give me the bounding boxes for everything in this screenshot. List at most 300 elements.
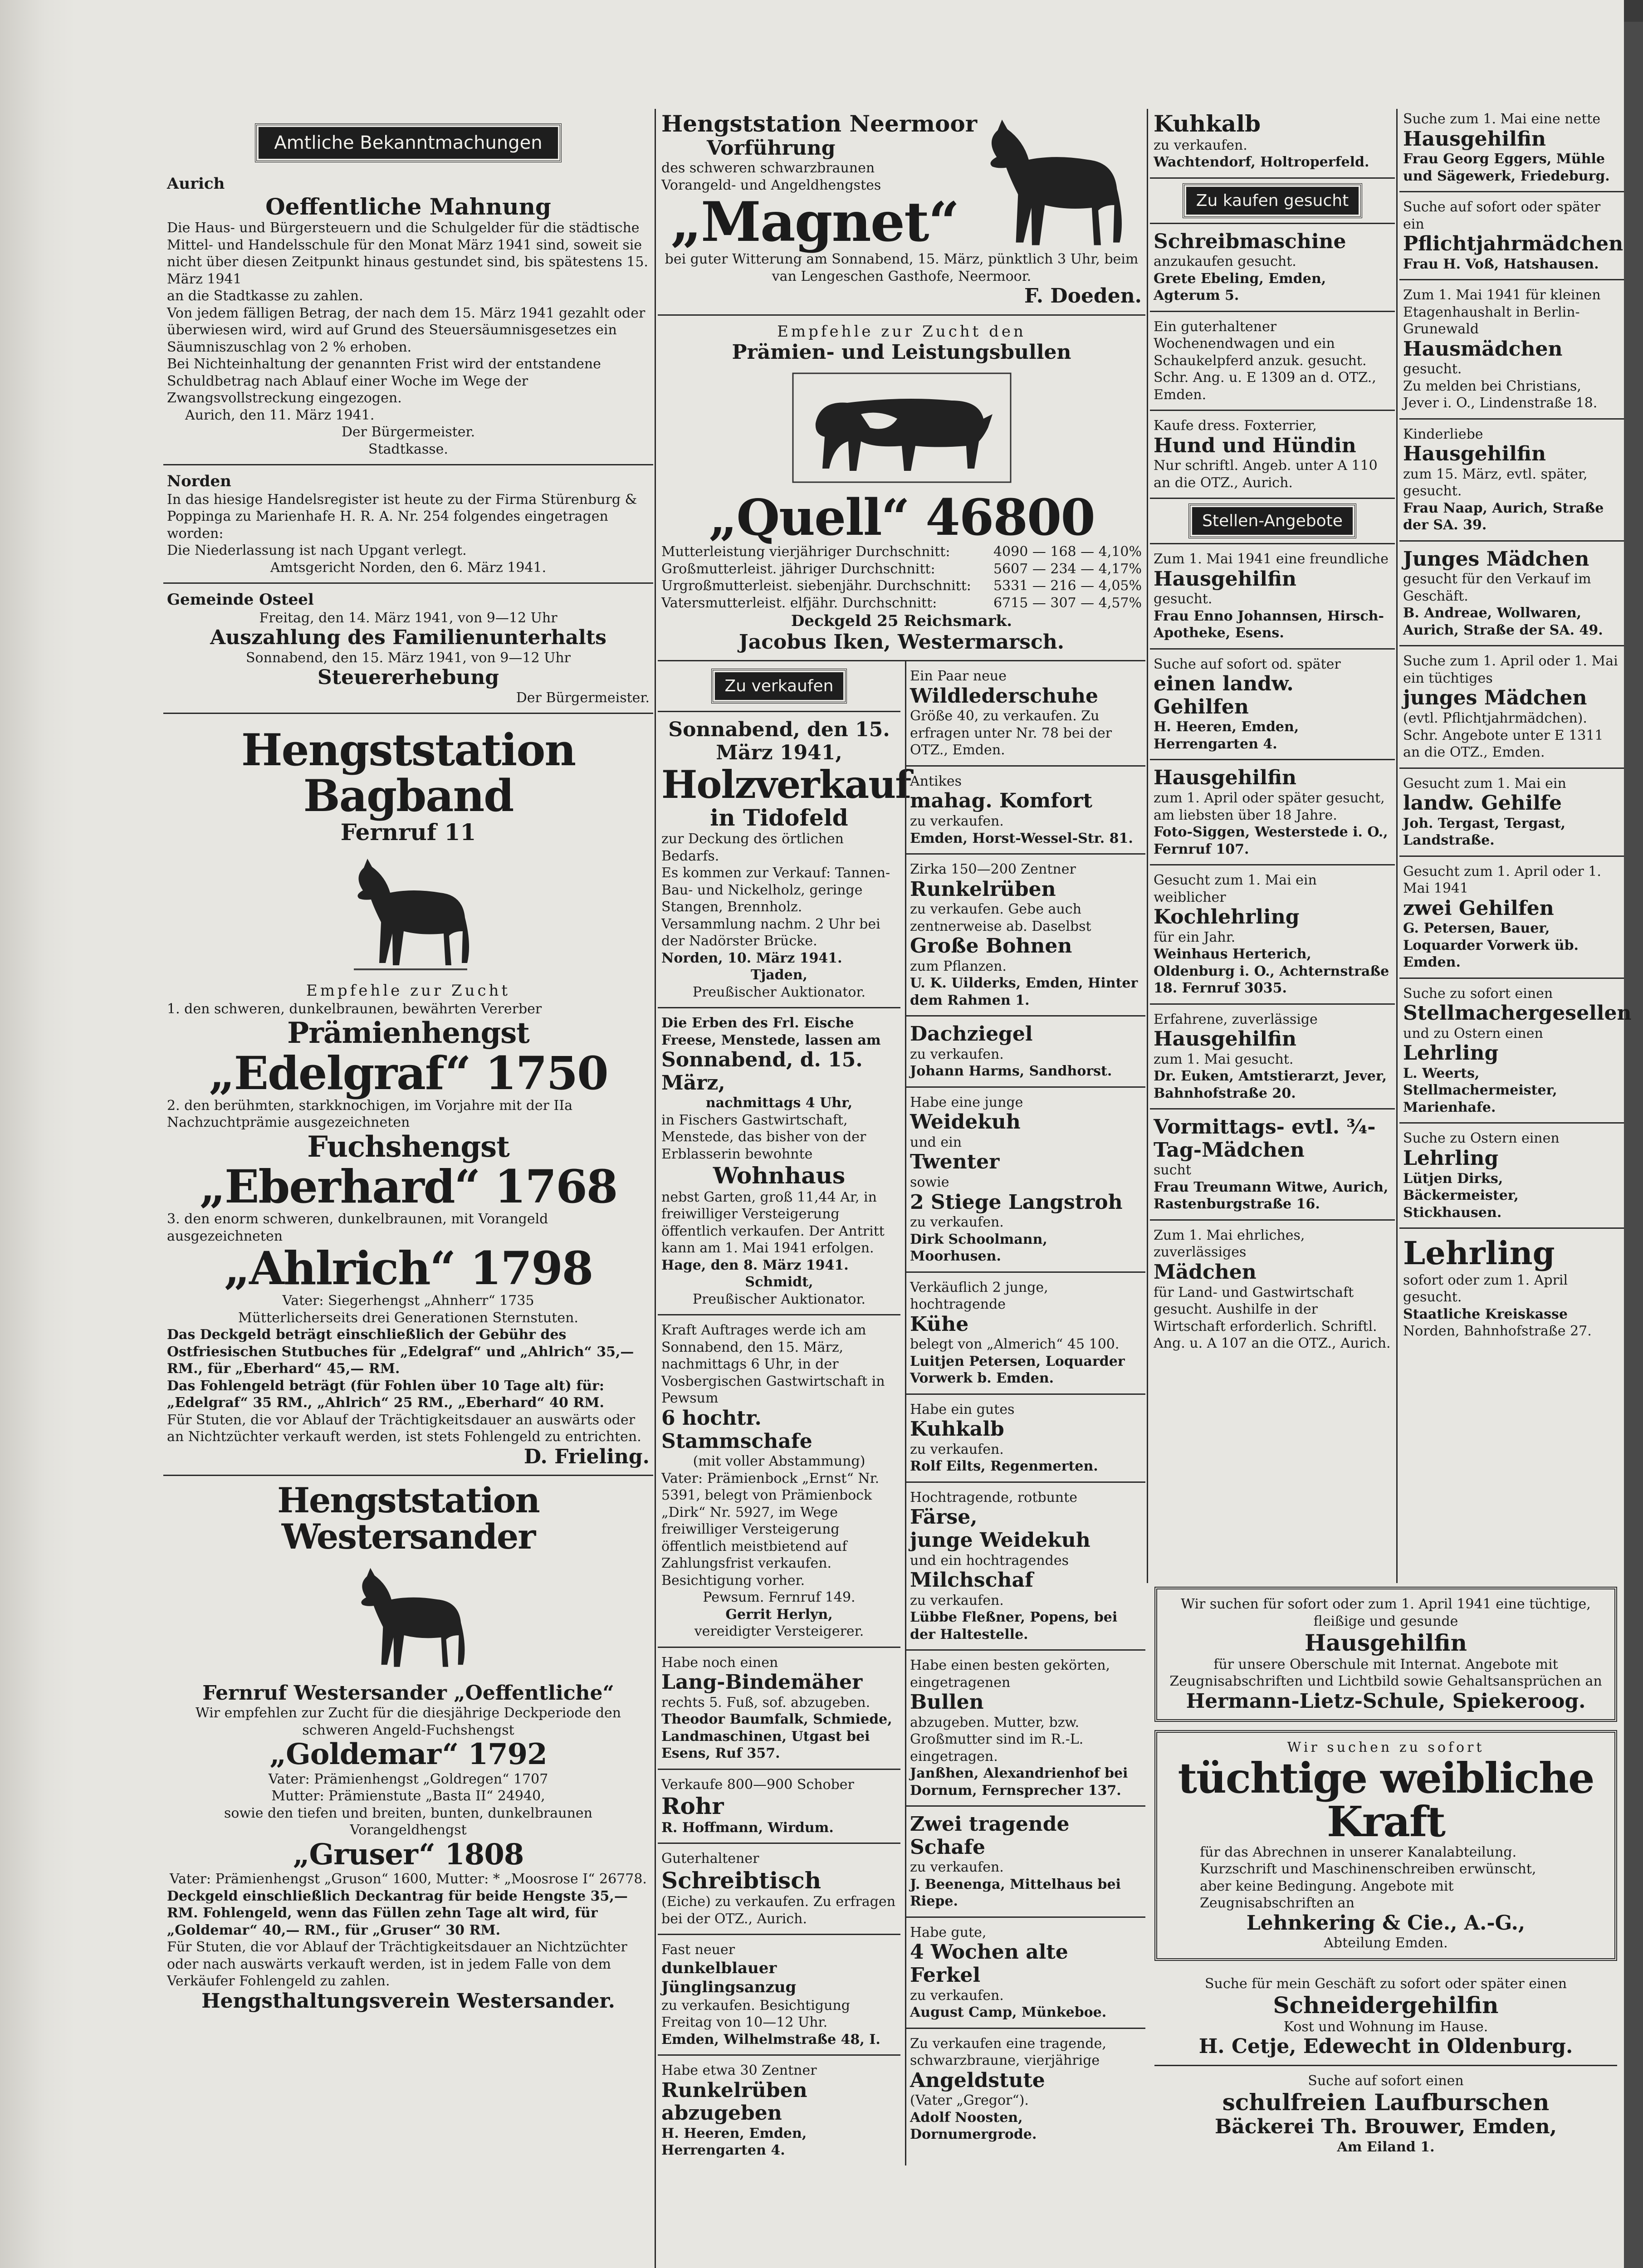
ad-body: belegt von „Almerich“ 45 100. (910, 1336, 1120, 1353)
ad-intro: Habe gute, (910, 1924, 987, 1941)
notice-aurich (163, 168, 653, 465)
ad-title: Hausmädchen (1403, 337, 1563, 361)
ad-fee: Deckgeld 25 Reichsmark. (791, 612, 1012, 631)
ad-body: sucht (1154, 1162, 1191, 1178)
ad-neermoor (658, 104, 1145, 316)
ad-intro: Suche zum 1. Mai eine nette (1403, 111, 1601, 127)
ad-zwei-gehilfen (1399, 857, 1624, 979)
ad-body: Nur schriftl. Angeb. unter A 110 an die OTZ., Aurich. (1154, 458, 1378, 491)
ad-signature: Norden, Bahnhofstraße 27. (1403, 1323, 1592, 1339)
ad-intro: Hochtragende, rotbunte (910, 1489, 1078, 1505)
ad-body: anzukaufen gesucht. (1154, 254, 1296, 270)
ad-body: für ein Jahr. (1154, 929, 1236, 945)
ad-phone: Fernruf 11 (340, 818, 476, 846)
ad-intro: Suche zum 1. April oder 1. Mai ein tüchtiges (1403, 653, 1618, 686)
ad-note: Für Stuten, die vor Ablauf der Trächtigkeitsdauer an auswärts oder an Nichtzüchter verkauft werden, ist stets Fohlengeld zu entrichten. (167, 1412, 641, 1445)
ad-signature: Janßhen, Alexandrienhof bei Dornum, Fernsprecher 137. (910, 1765, 1128, 1799)
ad-signature: G. Petersen, Bauer, Loquarder Vorwerk üb. Emden. (1403, 920, 1579, 971)
notice-signature: Amtsgericht Norden, den 6. März 1941. (270, 559, 547, 576)
ad-signature: Wachtendorf, Holtroperfeld. (1154, 154, 1369, 170)
ad-title: Große Bohnen (910, 934, 1072, 958)
ad-body: Kost und Wohnung im Hause. (1283, 2019, 1488, 2035)
ad-title: Pflichtjahrmädchen (1403, 232, 1623, 256)
ad-signature: Weinhaus Herterich, Oldenburg i. O., Achternstraße 18. Fernruf 3035. (1154, 946, 1389, 997)
ad-signature: Staatliche Kreiskasse (1403, 1306, 1568, 1322)
horse-name: „Gruser“ 1808 (293, 1837, 524, 1872)
ad-body: rechts 5. Fuß, sof. abzugeben. (661, 1694, 870, 1711)
ad-title: Lang-Bindemäher (661, 1671, 863, 1694)
notice-place: Aurich (167, 175, 225, 193)
column-rule (1396, 109, 1398, 1583)
ad-intro: Kraft Auftrages werde ich am Sonnabend, den 15. März, nachmittags 6 Uhr, in der Vosbergischen Gastwirtschaft in Pewsum (661, 1322, 885, 1407)
ad-body: Es kommen zur Verkauf: Tannen-Bau- und Nickelholz, geringe Stangen, Brennholz. (661, 865, 890, 915)
ad-intro: Zirka 150—200 Zentner (910, 861, 1076, 878)
ad-intro: Gesucht zum 1. Mai ein weiblicher (1154, 872, 1317, 905)
ad-intro: Habe etwa 30 Zentner (661, 2063, 817, 2079)
ad-body: und zu Ostern einen (1403, 1025, 1543, 1041)
ad-runkel-bohnen (906, 855, 1145, 1017)
ad-title: Weidekuh (910, 1110, 1021, 1134)
ad-title: Lehrling (1403, 1041, 1499, 1065)
ad-body: Vater: Prämienbock „Ernst“ Nr. 5391, belegt von Prämienbock „Dirk“ Nr. 5927, im Wege freiwilliger Versteigerung öffentlich meistbietend auf Zahlungsfrist verkaufen. Besichtigung vorher. (661, 1470, 880, 1589)
ad-body: zu verkaufen. (910, 1859, 1004, 1876)
horse-pedigree: Mütterlicherseits drei Generationen Sternstuten. (238, 1310, 578, 1326)
ad-wildlederschuhe (906, 661, 1145, 767)
ad-signature: Dirk Schoolmann, Moorhusen. (910, 1231, 1047, 1265)
ad-body: Ein guterhaltener Wochenendwagen und ein Schaukelpferd anzuk. gesucht. Schr. Ang. u. E 1309 an d. OTZ., Emden. (1154, 318, 1376, 403)
ad-body: gesucht für den Verkauf im Geschäft. (1403, 571, 1591, 604)
ad-signature: F. Doeden. (1024, 284, 1142, 308)
bull-record-row (661, 543, 1142, 561)
ad-signature: Joh. Tergast, Tergast, Landstraße. (1403, 815, 1566, 849)
ad-intro: Suche auf sofort oder später ein (1403, 199, 1601, 232)
notice-body: Die Niederlassung ist nach Upgant verlegt. (167, 543, 467, 558)
ad-body: für Land- und Gastwirtschaft gesucht. Aushilfe in der Wirtschaft erforderlich. Schriftl. Ang. u. A 107 an die OTZ., Aurich. (1154, 1284, 1391, 1352)
ad-intro: Gesucht zum 1. April oder 1. Mai 1941 (1403, 863, 1601, 897)
horse-class: Fuchshengst (307, 1129, 509, 1164)
column-2b (905, 661, 1145, 2165)
ad-signature: Am Eiland 1. (1337, 2139, 1435, 2155)
notice-body: Von jedem fälligen Betrag, der nach dem 15. März 1941 gezahlt oder überwiesen wird, wird auf Grund des Steuersäumnisgesetzes ein Säumniszuschlag von 2 % erhoben. (167, 305, 645, 355)
ad-title: Angeldstute (910, 2068, 1045, 2092)
ad-body: zu verkaufen. (910, 1046, 1004, 1062)
ad-junges-maedchen (1399, 542, 1624, 647)
ad-title: Hausgehilfin (1154, 567, 1297, 591)
ad-title: Hausgehilfin (1403, 442, 1546, 466)
ad-signature: Frau Enno Johannsen, Hirsch-Apotheke, Esens. (1154, 608, 1384, 641)
ad-intro: Wir empfehlen zur Zucht für die diesjährige Deckperiode den schweren Angeld-Fuchshengst (195, 1705, 621, 1738)
column-rule (655, 109, 656, 2268)
ad-title: Vormittags- evtl. ¾-Tag-Mädchen (1154, 1115, 1376, 1162)
ad-intro: Suche für mein Geschäft zu sofort oder später einen (1204, 1975, 1567, 1992)
ad-intro: Zum 1. Mai ehrliches, zuverlässiges (1154, 1227, 1305, 1261)
section-banner-jobs: Stellen-Angebote (1192, 507, 1353, 535)
bull-icon (788, 369, 1015, 487)
ad-kochlehrling (1150, 865, 1395, 1005)
record-label: Urgroßmutterleist. siebenjähr. Durchschnitt: (661, 578, 971, 594)
notice-line: Sonnabend, den 15. März 1941, von 9—12 Uhr (245, 650, 571, 666)
ad-body: zu verkaufen. (910, 1987, 1004, 2004)
ad-intro: Gesucht zum 1. Mai ein (1403, 775, 1566, 792)
ad-bull-quell (658, 316, 1145, 662)
ad-hausgehilfin (1150, 1005, 1395, 1110)
ad-signature: Lütjen Dirks, Bäckermeister, Stickhausen. (1403, 1170, 1519, 1221)
ad-title: Lehrling (1403, 1146, 1499, 1170)
ad-body: abzugeben. Mutter, bzw. Großmutter sind im R.-L. eingetragen. (910, 1714, 1084, 1765)
ad-body: gesucht. (1154, 591, 1213, 607)
ad-signature: August Camp, Münkeboe. (910, 2004, 1107, 2021)
ad-place: in Tidofeld (710, 804, 848, 831)
ad-hausgehilfin (1150, 760, 1395, 865)
ad-body: zum 15. März, evtl. später, gesucht. (1403, 466, 1588, 499)
ad-title: tüchtige weibliche Kraft (1178, 1753, 1594, 1847)
ad-signature: L. Weerts, Stellmachermeister, Marienhafe. (1403, 1065, 1557, 1115)
ad-bindemaeher (658, 1648, 900, 1770)
ad-signature: vereidigter Versteigerer. (694, 1623, 864, 1640)
ad-title: Runkelrüben (910, 877, 1056, 901)
ad-schafe (906, 1807, 1145, 1918)
ad-signature: D. Frieling. (523, 1445, 650, 1468)
notice-place: Norden (167, 472, 231, 490)
ad-signature: H. Heeren, Emden, Herrengarten 4. (1154, 719, 1299, 752)
notice-line: Freitag, den 14. März 1941, von 9—12 Uhr (259, 610, 557, 626)
ad-signature: Tjaden, (751, 967, 807, 983)
ad-kuehe (906, 1273, 1145, 1395)
horse-pedigree: Vater: Siegerhengst „Ahnherr“ 1735 (282, 1293, 534, 1309)
ad-westersander (163, 1476, 653, 2019)
ad-title: Holzverkauf (661, 762, 911, 807)
notice-signature: Stadtkasse. (368, 441, 448, 457)
ad-body: sowie (910, 1174, 949, 1191)
ad-desc: des schweren schwarzbraunen Vorangeld- und Angeldhengstes (661, 160, 881, 193)
record-value: 5331 — 216 — 4,05% (993, 578, 1142, 594)
ad-title: Schreibmaschine (1154, 230, 1346, 253)
ad-intro: Suche zu sofort einen (1403, 985, 1553, 1002)
ad-body: für das Abrechnen in unserer Kanalabteilung. Kurzschrift und Maschinenschreiben erwünscht, aber keine Bedingung. Angebote mit Zeugnisabschriften an (1200, 1844, 1536, 1911)
horse-class: Prämienhengst (287, 1016, 529, 1051)
ad-subtitle: (mit voller Abstammung) (693, 1453, 866, 1470)
ad-title: Junges Mädchen (1403, 547, 1589, 571)
column-2a (658, 661, 911, 2165)
ad-signature: Hengsthaltungsverein Westersander. (201, 1989, 615, 2013)
ad-intro: Habe noch einen (661, 1654, 778, 1671)
ad-ferkel (906, 1918, 1145, 2029)
ad-intro: Ein Paar neue (910, 668, 1007, 684)
notice-title: Auszahlung des Familienunterhalts (210, 626, 606, 649)
notice-body: Die Haus- und Bürgersteuern und die Schulgelder für die städtische Mittel- und Handelsschule für den Monat März 1941 sind, soweit sie nicht über diesen Zeitpunkt hinaus gestundet sind, bis spätestens 15. März 1941 (167, 220, 648, 287)
ad-signature: Johann Harms, Sandhorst. (910, 1063, 1112, 1080)
ad-title: Färse, (910, 1505, 978, 1529)
ad-holzverkauf (658, 712, 911, 1008)
ad-body: Versammlung nachm. 2 Uhr bei der Nadörster Brücke. (661, 916, 880, 949)
ad-body: zu verkaufen. Gebe auch zentnerweise ab. Daselbst (910, 901, 1091, 934)
ad-title: Mädchen (1154, 1260, 1257, 1284)
ad-pflichtjahr (1399, 192, 1624, 280)
ad-fee: Deckgeld einschließlich Deckantrag für beide Hengste 35,—RM. Fohlengeld, wenn das Füllen zehn Tage alt wird, für „Goldemar“ 40,— RM., für „Gruser“ 30 RM. (167, 1888, 628, 1938)
ad-body: gesucht. (1403, 361, 1462, 377)
ad-title: einen landw. Gehilfen (1154, 672, 1294, 719)
ad-junges-maedchen (1399, 646, 1624, 768)
ad-lehrling (1399, 1229, 1624, 1346)
ad-intro: Verkaufe 800—900 Schober (661, 1776, 854, 1793)
ad-title: Hengststation Neermoor (661, 110, 978, 137)
ad-signature: J. Beenenga, Mittelhaus bei Riepe. (910, 1876, 1121, 1910)
ad-maedchen (1150, 1221, 1395, 1359)
bull-name: „Quell“ 46800 (709, 488, 1095, 547)
record-label: Mutterleistung vierjähriger Durchschnitt: (661, 544, 950, 560)
ad-item: 1. den schweren, dunkelbraunen, bewährten Vererber (167, 1001, 542, 1017)
ad-laufbursche (1154, 2066, 1617, 2162)
ad-date: Sonnabend, den 15. März 1941, (668, 718, 890, 764)
ad-date: Sonnabend, d. 15. März, (661, 1048, 863, 1095)
horse-name: „Magnet“ (670, 190, 959, 254)
column-4 (1399, 104, 1632, 1346)
ad-wochenendwagen (1150, 312, 1395, 411)
ad-signature: Theodor Baumfalk, Schmiede, Landmaschinen, Utgast bei Esens, Ruf 357. (661, 1711, 892, 1762)
ad-title: Twenter (910, 1150, 1000, 1174)
ad-title: Zwei tragende Schafe (910, 1813, 1070, 1859)
notice-body: Bei Nichteinhaltung der genannten Frist wird der entstandene Schuldbetrag nach Ablauf einer Woche im Wege der Zwangsvollstreckung eingezogen. (167, 356, 601, 406)
ad-signature: Bäckerei Th. Brouwer, Emden, (1215, 2115, 1557, 2138)
ad-title: Hund und Hündin (1154, 434, 1356, 457)
ad-body: in Fischers Gastwirtschaft, Menstede, das bisher von der Erblasserin bewohnte (661, 1112, 866, 1162)
ad-intro: Suche auf sofort einen (1308, 2072, 1464, 2089)
ad-title: Hausgehilfin (1403, 127, 1546, 151)
ad-body: und ein hochtragendes (910, 1552, 1069, 1569)
bull-records (661, 543, 1142, 611)
ad-intro: Empfehle zur Zucht den (777, 322, 1026, 341)
ad-rohr (658, 1770, 900, 1844)
ad-title: Schreibtisch (661, 1867, 822, 1894)
ad-signature: Jacobus Iken, Westermarsch. (738, 630, 1065, 654)
ad-title: dunkelblauer Jünglingsanzug (661, 1959, 797, 1997)
ad-signature: R. Hoffmann, Wirdum. (661, 1819, 834, 1836)
ad-faerse (906, 1483, 1145, 1651)
notice-date: Aurich, den 11. März 1941. (185, 407, 375, 423)
notice-body: In das hiesige Handelsregister ist heute zu der Firma Stürenburg & Poppinga zu Marienhafe H. R. A. Nr. 254 folgendes eingetragen worden: (167, 491, 637, 542)
ad-title: Rohr (661, 1793, 724, 1820)
ad-subtitle: Vorführung (707, 136, 836, 160)
ad-title: Kochlehrling (1154, 905, 1300, 929)
ad-title: Runkelrüben abzugeben (661, 2078, 807, 2125)
ad-subtitle: Empfehle zur Zucht (306, 982, 511, 1000)
ad-schreibmaschine (1150, 224, 1395, 312)
ad-lehnkering (1154, 1730, 1617, 1961)
ad-item: 3. den enorm schweren, dunkelbraunen, mit Vorangeld ausgezeichneten (167, 1211, 548, 1244)
ad-hausmaedchen (1399, 280, 1624, 420)
ad-body: sofort oder zum 1. April gesucht. (1403, 1272, 1568, 1305)
ad-anzug (658, 1935, 900, 2056)
ad-body: zu verkaufen. (910, 813, 1004, 830)
ad-intro: Fast neuer (661, 1942, 735, 1958)
ad-intro: Erfahrene, zuverlässige (1154, 1011, 1318, 1027)
ad-signature: Gerrit Herlyn, (725, 1606, 833, 1623)
ad-stellmacher (1399, 979, 1632, 1124)
section-banner-for-sale: Zu verkaufen (715, 672, 844, 700)
ad-date: Norden, 10. März 1941. (661, 950, 842, 966)
section-banner-wanted: Zu kaufen gesucht (1186, 187, 1359, 215)
ad-title: Lehrling (1403, 1234, 1555, 1272)
ad-intro: Zum 1. Mai 1941 eine freundliche (1154, 551, 1389, 567)
ad-intro: Habe einen besten gekörten, eingetragenen (910, 1657, 1110, 1691)
ad-kuhkalb (1150, 104, 1395, 179)
ad-title: Dachziegel (910, 1022, 1033, 1046)
ad-body: zur Deckung des örtlichen Bedarfs. (661, 831, 844, 864)
ad-intro: Verkäuflich 2 junge, hochtragende (910, 1279, 1048, 1313)
ad-stammschafe (658, 1315, 900, 1647)
ad-landw-gehilfe (1150, 650, 1395, 761)
ad-intro: Antikes (910, 773, 962, 789)
ad-title: Wildlederschuhe (910, 684, 1099, 708)
ad-title: zwei Gehilfen (1403, 896, 1554, 920)
ad-signature: Hermann-Lietz-Schule, Spiekeroog. (1186, 1689, 1586, 1713)
ad-intro: Guterhaltener (661, 1851, 759, 1867)
ad-body: (Eiche) zu verkaufen. Zu erfragen bei der OTZ., Aurich. (661, 1894, 896, 1927)
ad-signature: B. Andreae, Wollwaren, Aurich, Straße der SA. 49. (1403, 605, 1603, 638)
ad-body: Größe 40, zu verkaufen. Zu erfragen unter Nr. 78 bei der OTZ., Emden. (910, 708, 1112, 758)
ad-title: Bullen (910, 1691, 984, 1714)
ad-signature: Grete Ebeling, Emden, Agterum 5. (1154, 270, 1326, 304)
ad-runkelrueben (658, 2056, 900, 2165)
record-label: Vatersmutterleist. elfjähr. Durchschnitt: (661, 595, 937, 611)
ad-signature: Preußischer Auktionator. (692, 984, 866, 1000)
ad-intro: Habe ein gutes (910, 1401, 1015, 1418)
ad-body: (evtl. Pflichtjahrmädchen). Schr. Angebote unter E 1311 an die OTZ., Emden. (1403, 710, 1604, 761)
ad-title: Kuhkalb (910, 1418, 1004, 1441)
ad-signature: Frau Georg Eggers, Mühle und Sägewerk, Friedeburg. (1403, 151, 1610, 184)
ad-signature: Abteilung Emden. (1324, 1935, 1448, 1951)
ad-phone: Fernruf Westersander „Oeffentliche“ (202, 1681, 614, 1705)
ad-signature: Luitjen Petersen, Loquarder Vorwerk b. Emden. (910, 1353, 1125, 1387)
ad-intro: Suche auf sofort od. später (1154, 656, 1341, 672)
horse-name: „Goldemar“ 1792 (269, 1737, 547, 1772)
column-2 (658, 104, 1145, 2165)
horse-name: „Edelgraf“ 1750 (209, 1046, 608, 1100)
ad-title: 2 Stiege Langstroh (910, 1190, 1123, 1214)
ad-note: Für Stuten, die vor Ablauf der Trächtigkeitsdauer an Nichtzüchter oder nach auswärts verkauft werden, ist in jedem Falle von dem Verkäufer Fohlengeld zu zahlen. (167, 1939, 627, 1989)
bull-record-row (661, 561, 1142, 578)
ad-title: Hausgehilfin (1154, 766, 1297, 790)
ad-signature: U. K. Uilderks, Emden, Hinter dem Rahmen 1. (910, 975, 1138, 1008)
ad-tagmaedchen (1150, 1110, 1395, 1221)
ad-signature: Preußischer Auktionator. (692, 1291, 866, 1307)
ad-item: 2. den berühmten, starkknochigen, im Vorjahre mit der IIa Nachzuchtprämie ausgezeichneten (167, 1097, 573, 1131)
ad-hund (1150, 411, 1395, 499)
ad-title: landw. Gehilfe (1403, 792, 1562, 815)
ad-bagband (163, 714, 653, 1476)
section-banner-official: Amtliche Bekanntmachungen (259, 127, 557, 159)
ad-landw-gehilfe (1399, 769, 1624, 857)
ad-body: zu verkaufen. Besichtigung Freitag von 10—12 Uhr. (661, 1997, 850, 2031)
ad-lehrling (1399, 1124, 1624, 1229)
ad-place: Pewsum. Fernruf 149. (703, 1589, 856, 1606)
ad-hausgehilfin (1150, 544, 1395, 650)
ad-when: bei guter Witterung am Sonnabend, 15. März, pünktlich 3 Uhr, beim van Lengeschen Gasthofe, Neermoor. (665, 251, 1139, 284)
ad-title: Hausgehilfin (1154, 1027, 1297, 1051)
ad-title: Wohnhaus (713, 1162, 846, 1189)
ad-hausgehilfin (1399, 420, 1624, 542)
notice-title: Steuererhebung (318, 666, 499, 689)
ad-date: Hage, den 8. März 1941. (661, 1257, 849, 1273)
ad-intro: Wir suchen zu sofort (1287, 1740, 1485, 1756)
ad-body: (Vater „Gregor“). (910, 2092, 1029, 2109)
ad-body: nebst Garten, groß 11,44 Ar, in freiwilliger Versteigerung öffentlich verkaufen. Der Antritt kann am 1. Mai 1941 erfolgen. (661, 1189, 885, 1256)
ad-fee: Das Deckgeld beträgt einschließlich der Gebühr des Ostfriesischen Stutbuches für „Edelgraf“ und „Ahlrich“ 35,— RM., für „Eberhard“ 45,— RM. (167, 1327, 634, 1377)
horse-name: „Ahlrich“ 1798 (224, 1242, 593, 1295)
ad-signature: Adolf Noosten, Dornumergrode. (910, 2109, 1037, 2143)
ad-intro: sowie den tiefen und breiten, bunten, dunkelbraunen (224, 1805, 592, 1821)
ad-body: zu verkaufen. (1154, 137, 1247, 153)
ad-signature: Zu melden bei Christians, Jever i. O., Lindenstraße 18. (1403, 378, 1598, 411)
ad-body: zum Pflanzen. (910, 958, 1007, 974)
ad-signature: Rolf Eilts, Regenmerten. (910, 1458, 1098, 1475)
ad-wohnhaus (658, 1008, 900, 1315)
ad-signature: Frau H. Voß, Hatshausen. (1403, 256, 1599, 272)
ad-signature: H. Cetje, Edewecht in Oldenburg. (1198, 2035, 1573, 2058)
ad-title: Prämien- und Leistungsbullen (732, 341, 1071, 364)
bull-record-row (661, 595, 1142, 612)
ad-dachziegel (906, 1017, 1145, 1088)
ad-body: zum 1. Mai gesucht. (1154, 1051, 1294, 1067)
ad-title: 6 hochtr. Stammschafe (661, 1406, 812, 1453)
horse-pedigree: Mutter: Prämienstute „Basta II“ 24940, (271, 1788, 545, 1804)
notice-norden (163, 465, 653, 584)
ad-title: schulfreien Laufburschen (1222, 2089, 1550, 2116)
ad-kuhkalb-2 (906, 1395, 1145, 1483)
ad-angeldstute (906, 2029, 1145, 2150)
ad-signature: Foto-Siggen, Westerstede i. O., Fernruf 107. (1154, 824, 1388, 857)
ad-signature: Schmidt, (745, 1274, 813, 1290)
ad-signature: Emden, Wilhelmstraße 48, I. (661, 2031, 880, 2048)
ad-intro: Kinderliebe (1403, 426, 1483, 442)
ad-body: für unsere Oberschule mit Internat. Angebote mit Zeugnisabschriften und Lichtbild sowie Gehaltsansprüchen an (1169, 1656, 1602, 1689)
ad-signature: Dr. Euken, Amtstierarzt, Jever, Bahnhofstraße 20. (1154, 1068, 1387, 1101)
ad-intro: Wir suchen für sofort oder zum 1. April 1941 eine tüchtige, fleißige und gesunde (1181, 1596, 1591, 1629)
record-value: 4090 — 168 — 4,10% (993, 544, 1142, 560)
ad-body: und ein (910, 1134, 962, 1150)
ad-signature: Frau Naap, Aurich, Straße der SA. 39. (1403, 500, 1604, 533)
ad-title: junge Weidekuh (910, 1528, 1090, 1552)
notice-signature: Der Bürgermeister. (341, 424, 475, 440)
ad-body: zu verkaufen. (910, 1214, 1004, 1231)
horse-class: Vorangeldhengst (350, 1822, 467, 1838)
ad-time: nachmittags 4 Uhr, (705, 1095, 853, 1111)
column-1 (163, 104, 653, 2019)
horse-pedigree: Vater: Prämienhengst „Goldregen“ 1707 (268, 1771, 548, 1787)
page-binding-shadow (0, 0, 75, 2268)
horse-icon (340, 1559, 476, 1677)
ad-title: mahag. Komfort (910, 789, 1092, 813)
ad-signature: H. Heeren, Emden, Herrengarten 4. (661, 2125, 807, 2159)
ad-intro: Habe eine junge (910, 1094, 1023, 1110)
ad-intro: Zu verkaufen eine tragende, schwarzbraune, vierjährige (910, 2035, 1106, 2069)
ad-intro: Kaufe dress. Foxterrier, (1154, 418, 1317, 434)
horse-icon (336, 850, 481, 977)
ad-signature: Lübbe Fleßner, Popens, bei der Haltestelle. (910, 1609, 1118, 1642)
record-label: Großmutterleist. jähriger Durchschnitt: (661, 561, 935, 577)
column-rule (1147, 109, 1148, 1583)
ad-title: Kuhkalb (1154, 110, 1261, 137)
ad-schneidergehilfin (1154, 1969, 1617, 2066)
wide-ads (1154, 1579, 1617, 2162)
ad-signature: Lehnkering & Cie., A.-G., (1246, 1911, 1526, 1935)
horse-pedigree: Vater: Prämienhengst „Gruson“ 1600, Mutter: * „Moosrose I“ 26778. (170, 1871, 647, 1887)
ad-intro: Suche zu Ostern einen (1403, 1130, 1560, 1147)
ad-signature: Frau Treumann Witwe, Aurich, Rastenburgstraße 16. (1154, 1179, 1389, 1212)
bull-record-row (661, 577, 1142, 595)
ad-title: Hengststation Bagband (241, 724, 576, 821)
ad-title: Stellmachergesellen (1403, 1002, 1632, 1025)
